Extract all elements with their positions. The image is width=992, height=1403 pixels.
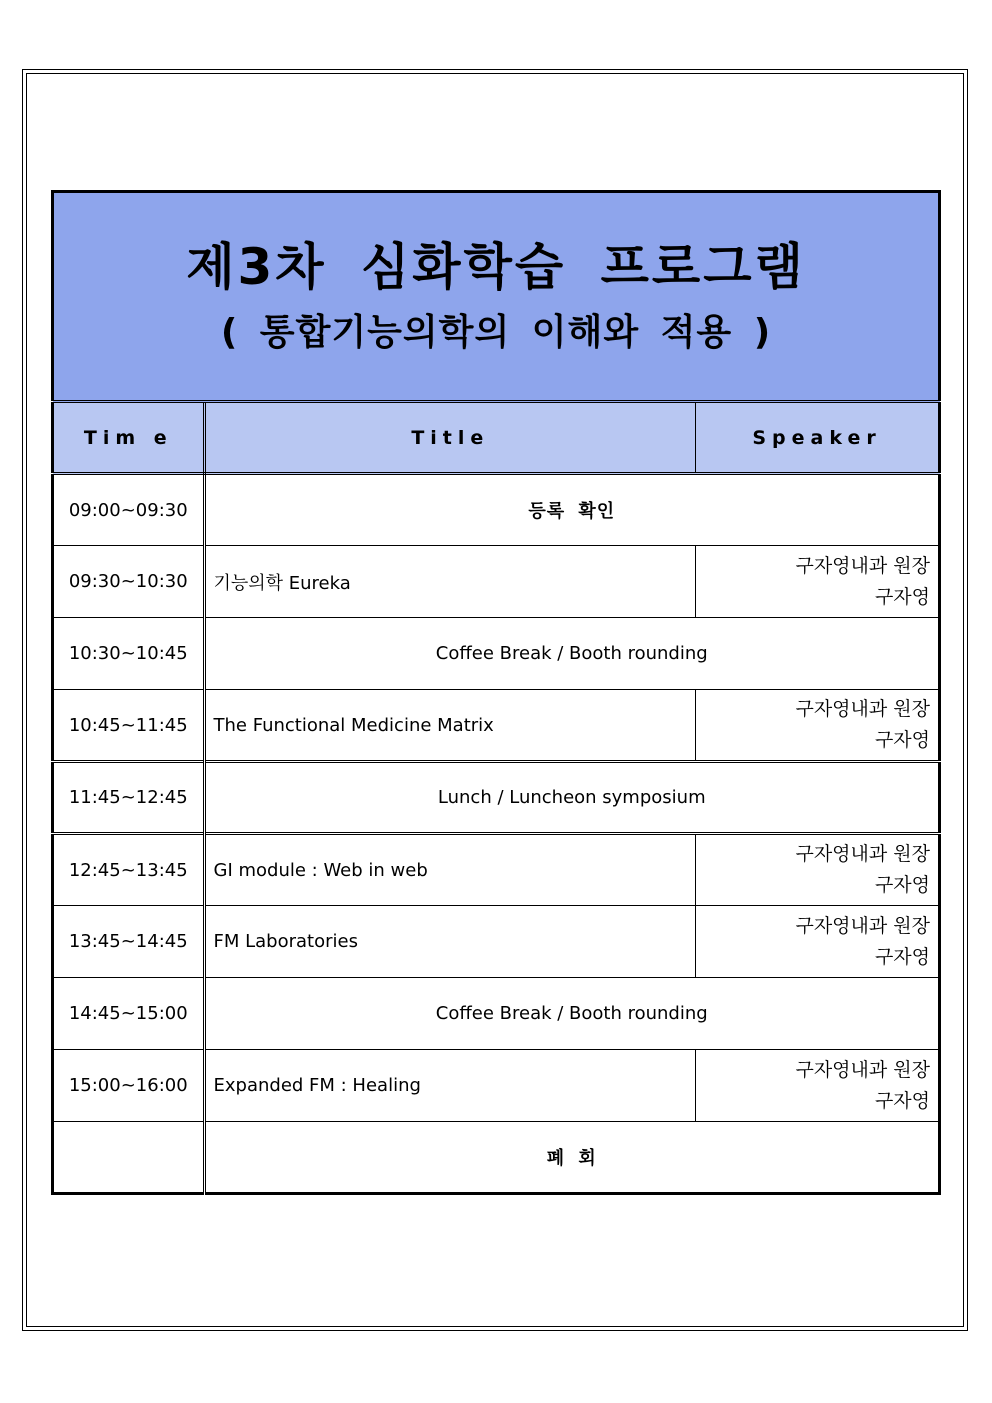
session-title: 폐 회 xyxy=(204,1122,940,1194)
session-title: FM Laboratories xyxy=(204,906,696,978)
table-row xyxy=(53,618,940,690)
time-cell: 11:45~12:45 xyxy=(53,762,205,834)
speaker-cell xyxy=(696,690,940,762)
column-header-time: Tim e xyxy=(53,402,205,474)
speaker-name: 구자영 xyxy=(874,1089,930,1112)
page-subtitle: ( 통합기능의학의 이해와 적용 ) xyxy=(220,311,772,353)
column-header-speaker: Speaker xyxy=(696,402,940,474)
page-title: 제3차 심화학습 프로그램 xyxy=(186,237,806,296)
program-table xyxy=(51,190,941,1195)
table-row xyxy=(53,762,940,834)
header-cell xyxy=(53,192,940,402)
speaker-cell xyxy=(696,834,940,906)
table-row xyxy=(53,978,940,1050)
time-cell: 10:30~10:45 xyxy=(53,618,205,690)
column-header-row xyxy=(53,402,940,474)
session-title: The Functional Medicine Matrix xyxy=(204,690,696,762)
speaker-affiliation: 구자영내과 원장 xyxy=(795,1058,930,1081)
table-row xyxy=(53,690,940,762)
time-cell xyxy=(53,1122,205,1194)
session-title: 기능의학 Eureka xyxy=(204,546,696,618)
speaker-name: 구자영 xyxy=(874,585,930,608)
speaker-cell xyxy=(696,906,940,978)
session-title: Coffee Break / Booth rounding xyxy=(204,978,940,1050)
session-title: Lunch / Luncheon symposium xyxy=(204,762,940,834)
table-row xyxy=(53,906,940,978)
table-row xyxy=(53,1122,940,1194)
time-cell: 12:45~13:45 xyxy=(53,834,205,906)
time-cell: 14:45~15:00 xyxy=(53,978,205,1050)
speaker-cell xyxy=(696,1050,940,1122)
session-title: 등록 확인 xyxy=(204,474,940,546)
session-title: Expanded FM : Healing xyxy=(204,1050,696,1122)
table-row xyxy=(53,834,940,906)
time-cell: 15:00~16:00 xyxy=(53,1050,205,1122)
session-title: Coffee Break / Booth rounding xyxy=(204,618,940,690)
header-row xyxy=(53,192,940,402)
speaker-affiliation: 구자영내과 원장 xyxy=(795,843,930,865)
time-cell: 10:45~11:45 xyxy=(53,690,205,762)
table-row xyxy=(53,474,940,546)
table-row xyxy=(53,546,940,618)
time-cell: 13:45~14:45 xyxy=(53,906,205,978)
speaker-cell xyxy=(696,546,940,618)
speaker-name: 구자영 xyxy=(874,874,930,896)
column-header-title: Title xyxy=(204,402,696,474)
speaker-affiliation: 구자영내과 원장 xyxy=(795,914,930,937)
session-title: GI module : Web in web xyxy=(204,834,696,906)
speaker-name: 구자영 xyxy=(874,945,930,968)
speaker-affiliation: 구자영내과 원장 xyxy=(795,698,930,720)
table-row xyxy=(53,1050,940,1122)
time-cell: 09:30~10:30 xyxy=(53,546,205,618)
speaker-name: 구자영 xyxy=(874,729,930,751)
speaker-affiliation: 구자영내과 원장 xyxy=(795,554,930,577)
time-cell: 09:00~09:30 xyxy=(53,474,205,546)
